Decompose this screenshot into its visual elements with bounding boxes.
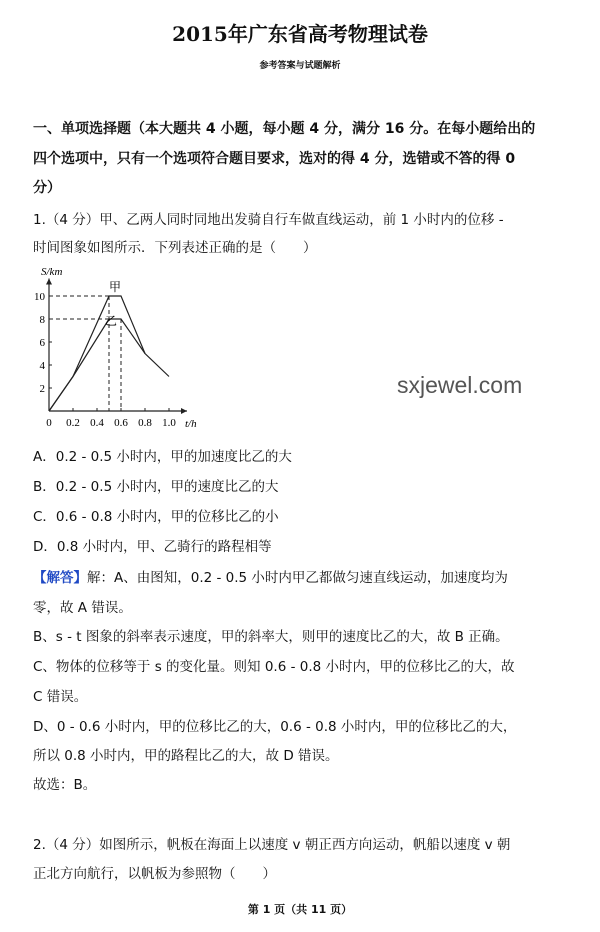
page-subtitle: 参考答案与试题解析 [259,61,341,71]
y-tick-label: 10 [34,291,45,303]
question-2-line2: 正北方向航行，以帆板为参照物（ ） [33,866,276,882]
y-axis-arrow [46,279,52,285]
question-2-line1: 2.（4 分）如图所示，帆板在海面上以速度 v 朝正西方向运动，帆船以速度 v 朝 [33,837,511,853]
section-heading-line1: 一、单项选择题（本大题共 4 小题，每小题 4 分，满分 16 分。在每小题给出的 [33,121,536,137]
watermark: sxjewel.com [397,372,523,398]
answer-text: 解：A、由图知，0.2 - 0.5 小时内甲乙都做匀速直线运动，加速度均为 [87,570,508,586]
option-c: C．0.6 - 0.8 小时内，甲的位移比乙的小 [33,509,279,525]
x-tick-label: 0 [46,417,52,429]
answer-tag: 【解答】 [33,570,87,586]
question-1-line2: 时间图象如图所示．下列表述正确的是（ ） [33,240,317,256]
series-label-1: 甲 [109,280,122,294]
y-tick-label: 2 [39,383,45,395]
y-axis-label: S/km [41,266,63,278]
page-title: 2015年广东省高考物理试卷 [172,22,428,46]
question-1-line1: 1.（4 分）甲、乙两人同时同地出发骑自行车做直线运动，前 1 小时内的位移 - [33,212,504,228]
series-label-2: 乙 [105,314,118,328]
option-b: B．0.2 - 0.5 小时内，甲的速度比乙的大 [33,479,279,495]
x-axis-label: t/h [185,418,197,430]
answer-line4: C、物体的位移等于 s 的变化量。则知 0.6 - 0.8 小时内，甲的位移比乙的大，故 [33,659,515,675]
page-footer: 第 1 页（共 11 页） [247,903,353,916]
x-tick-label: 1.0 [162,417,176,429]
y-tick-label: 6 [39,337,45,349]
answer-line3: B、s - t 图象的斜率表示速度，甲的斜率大，则甲的速度比乙的大，故 B 正确。 [33,629,509,645]
option-d: D．0.8 小时内，甲、乙骑行的路程相等 [33,539,272,555]
section-heading-line3: 分） [33,180,61,196]
position-time-graph [25,266,225,436]
x-tick-label: 0.8 [138,417,152,429]
x-tick-label: 0.6 [114,417,128,429]
answer-line1 [33,566,508,586]
answer-choice: 故选：B。 [33,777,97,793]
section-heading-line2: 四个选项中，只有一个选项符合题目要求，选对的得 4 分，选错或不答的得 0 [33,151,516,167]
series-line-2 [49,319,145,411]
answer-line6: D、0 - 0.6 小时内，甲的位移比乙的大，0.6 - 0.8 小时内，甲的位移比乙的大， [33,719,517,735]
y-tick-label: 4 [39,360,45,372]
answer-line5: C 错误。 [33,689,88,705]
x-tick-label: 0.4 [90,417,104,429]
y-tick-label: 8 [39,314,45,326]
x-axis-arrow [181,408,187,414]
x-tick-label: 0.2 [66,417,80,429]
answer-line2: 零，故 A 错误。 [33,600,132,616]
option-a: A．0.2 - 0.5 小时内，甲的加速度比乙的大 [33,449,292,465]
answer-line7: 所以 0.8 小时内，甲的路程比乙的大，故 D 错误。 [33,748,339,764]
